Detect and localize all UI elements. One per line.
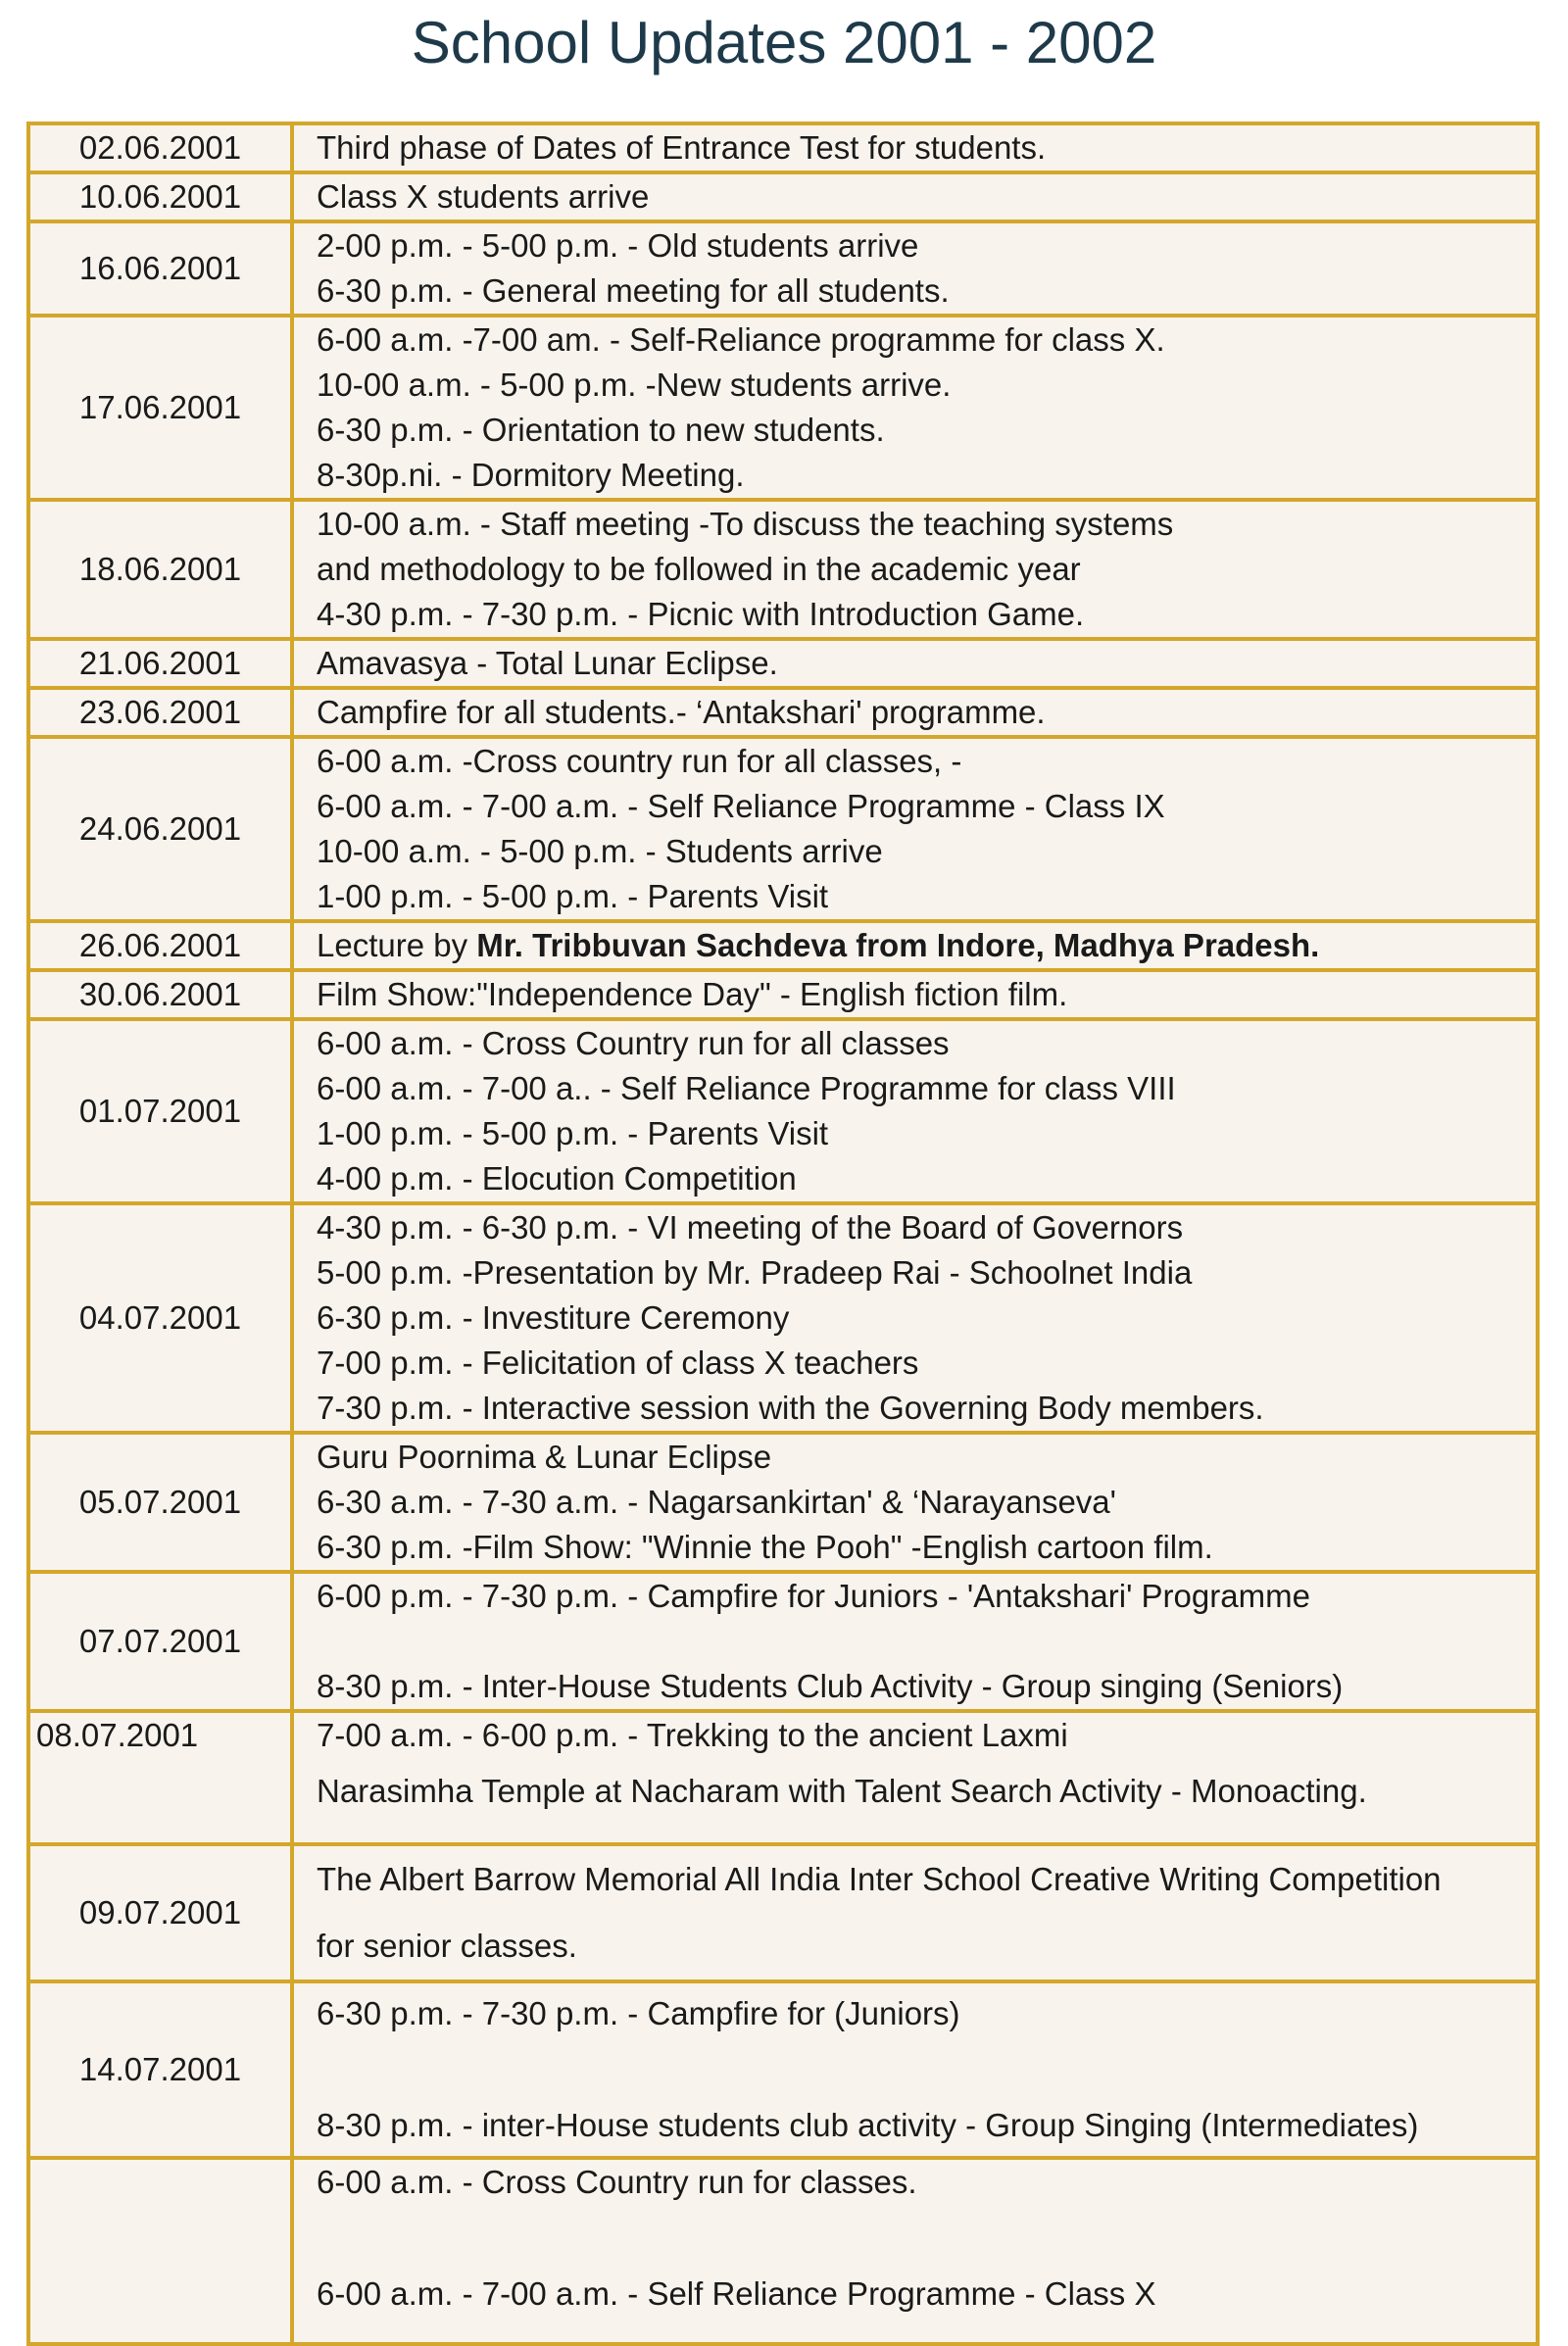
date-cell: 14.07.2001 [28, 1981, 292, 2158]
event-line: 6-00 a.m. - 7-00 a.m. - Self Reliance Programme - Class X [317, 2275, 1156, 2312]
event-line: 10-00 a.m. - 5-00 p.m. -New students arrive. [317, 367, 952, 403]
date-cell: 18.06.2001 [28, 500, 292, 639]
table-row [28, 1844, 1538, 1981]
date-cell: 30.06.2001 [28, 970, 292, 1019]
date-cell: 01.07.2001 [28, 1019, 292, 1203]
event-cell [292, 639, 1538, 688]
date-cell: 02.06.2001 [28, 123, 292, 172]
event-line: Class X students arrive [317, 178, 650, 215]
event-line: and methodology to be followed in the academic year [317, 551, 1081, 587]
table-row [28, 221, 1538, 316]
event-line: Guru Poornima & Lunar Eclipse [317, 1439, 772, 1475]
event-line: 6-30 p.m. -Film Show: "Winnie the Pooh" -English cartoon film. [317, 1529, 1213, 1565]
table-row [28, 737, 1538, 921]
event-line: 8-30 p.m. - inter-House students club activity - Group Singing (Intermediates) [317, 2107, 1419, 2143]
event-cell [292, 221, 1538, 316]
table-row [28, 970, 1538, 1019]
event-line [317, 2205, 1536, 2272]
event-line: Narasimha Temple at Nacharam with Talent Search Activity - Monoacting. [317, 1773, 1367, 1809]
event-cell [292, 970, 1538, 1019]
date-cell [28, 2158, 292, 2344]
event-line [317, 2036, 1536, 2103]
event-line: 6-00 a.m. - Cross Country run for classes. [317, 2164, 917, 2200]
table-row [28, 500, 1538, 639]
table-row [28, 1711, 1538, 1844]
date-cell: 07.07.2001 [28, 1572, 292, 1711]
event-cell [292, 2158, 1538, 2344]
event-line: 10-00 a.m. - 5-00 p.m. - Students arrive [317, 833, 883, 869]
event-line: Campfire for all students.- ‘Antakshari' programme. [317, 694, 1046, 730]
event-cell [292, 1203, 1538, 1433]
date-cell: 16.06.2001 [28, 221, 292, 316]
event-cell [292, 688, 1538, 737]
event-cell [292, 316, 1538, 500]
table-row [28, 921, 1538, 970]
page-title: School Updates 2001 - 2002 [411, 10, 1157, 75]
lecture-speaker: Mr. Tribbuvan Sachdeva from Indore, Madhya Pradesh. [476, 927, 1320, 963]
event-line: 6-00 p.m. - 7-30 p.m. - Campfire for Juniors - 'Antakshari' Programme [317, 1578, 1310, 1614]
event-line: 6-30 p.m. - Orientation to new students. [317, 412, 885, 448]
table-row [28, 1433, 1538, 1572]
event-line: 8-30p.ni. - Dormitory Meeting. [317, 457, 745, 493]
event-cell [292, 1711, 1538, 1844]
event-line: Film Show:"Independence Day" - English fiction film. [317, 976, 1068, 1012]
lecture-prefix: Lecture by [317, 927, 477, 963]
event-line: 6-30 p.m. - Investiture Ceremony [317, 1299, 790, 1336]
date-cell: 10.06.2001 [28, 172, 292, 221]
event-line [317, 1619, 1536, 1664]
table-row [28, 123, 1538, 172]
date-cell: 21.06.2001 [28, 639, 292, 688]
event-cell [292, 1981, 1538, 2158]
table-row [28, 1572, 1538, 1711]
event-line: Third phase of Dates of Entrance Test for students. [317, 129, 1047, 166]
date-cell: 05.07.2001 [28, 1433, 292, 1572]
schedule-table [26, 122, 1540, 2346]
date-cell: 04.07.2001 [28, 1203, 292, 1433]
event-cell [292, 172, 1538, 221]
event-cell [292, 921, 1538, 970]
table-row [28, 316, 1538, 500]
event-line: Amavasya - Total Lunar Eclipse. [317, 645, 778, 681]
date-cell: 09.07.2001 [28, 1844, 292, 1981]
event-line: 6-00 a.m. -7-00 am. - Self-Reliance programme for class X. [317, 321, 1165, 358]
event-line: 6-30 p.m. - General meeting for all students. [317, 272, 950, 309]
event-line [317, 923, 1536, 968]
event-line: 6-00 a.m. - Cross Country run for all classes [317, 1025, 950, 1061]
event-line: 2-00 p.m. - 5-00 p.m. - Old students arrive [317, 227, 919, 264]
event-cell [292, 1019, 1538, 1203]
event-line: 7-00 a.m. - 6-00 p.m. - Trekking to the ancient Laxmi [317, 1717, 1068, 1753]
event-line: 1-00 p.m. - 5-00 p.m. - Parents Visit [317, 1115, 829, 1151]
event-line: for senior classes. [317, 1928, 577, 1964]
date-cell: 24.06.2001 [28, 737, 292, 921]
event-line: 6-30 p.m. - 7-30 p.m. - Campfire for (Juniors) [317, 1995, 960, 2031]
event-line: 4-30 p.m. - 6-30 p.m. - VI meeting of the Board of Governors [317, 1209, 1184, 1246]
event-line: 6-30 a.m. - 7-30 a.m. - Nagarsankirtan' & ‘Narayanseva' [317, 1484, 1116, 1520]
event-line: 6-00 a.m. - 7-00 a.. - Self Reliance Programme for class VIII [317, 1070, 1176, 1106]
date-cell: 23.06.2001 [28, 688, 292, 737]
table-row [28, 688, 1538, 737]
event-cell [292, 1433, 1538, 1572]
date-cell: 17.06.2001 [28, 316, 292, 500]
table-row [28, 2158, 1538, 2344]
event-line: 7-30 p.m. - Interactive session with the Governing Body members. [317, 1390, 1264, 1426]
event-cell [292, 737, 1538, 921]
event-cell [292, 1572, 1538, 1711]
table-row [28, 172, 1538, 221]
table-row [28, 1981, 1538, 2158]
event-line: 8-30 p.m. - Inter-House Students Club Activity - Group singing (Seniors) [317, 1668, 1344, 1704]
event-line: 5-00 p.m. -Presentation by Mr. Pradeep Rai - Schoolnet India [317, 1254, 1193, 1291]
event-line: 6-00 a.m. - 7-00 a.m. - Self Reliance Programme - Class IX [317, 788, 1165, 824]
event-line: 4-30 p.m. - 7-30 p.m. - Picnic with Introduction Game. [317, 596, 1085, 632]
event-line: 4-00 p.m. - Elocution Competition [317, 1160, 797, 1197]
event-cell [292, 123, 1538, 172]
table-row [28, 1019, 1538, 1203]
event-line: 10-00 a.m. - Staff meeting -To discuss the teaching systems [317, 506, 1174, 542]
table-row [28, 639, 1538, 688]
date-cell: 26.06.2001 [28, 921, 292, 970]
event-cell [292, 1844, 1538, 1981]
event-line: The Albert Barrow Memorial All India Inter School Creative Writing Competition [317, 1861, 1442, 1897]
event-line: 6-00 a.m. -Cross country run for all classes, - [317, 743, 962, 779]
date-cell: 08.07.2001 [28, 1711, 292, 1844]
event-line: 1-00 p.m. - 5-00 p.m. - Parents Visit [317, 878, 829, 914]
event-line: 7-00 p.m. - Felicitation of class X teachers [317, 1344, 919, 1381]
event-cell [292, 500, 1538, 639]
table-row [28, 1203, 1538, 1433]
